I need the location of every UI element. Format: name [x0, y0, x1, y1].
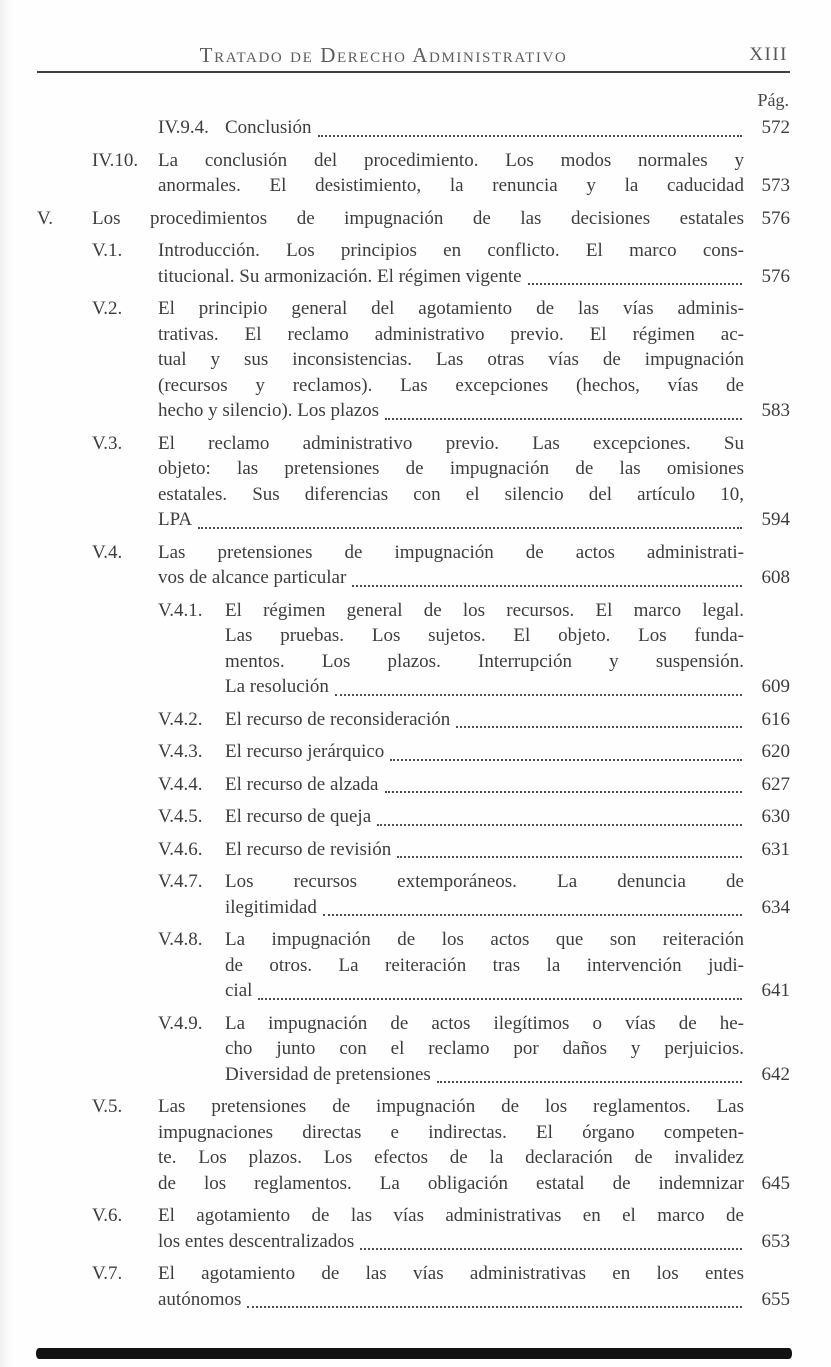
- entry-line: mentos. Los plazos. Interrupción y suspensión.: [225, 650, 744, 672]
- entry-last-line: [158, 264, 744, 290]
- entry-page-number: 609: [761, 676, 790, 697]
- dot-leader: [335, 694, 742, 696]
- entry-last-line-text: hecho y silencio). Los plazos: [158, 400, 380, 421]
- entry-body: [158, 1094, 744, 1196]
- entry-page-number: 634: [761, 896, 790, 918]
- entry-section-label: V.6.: [92, 1205, 123, 1226]
- dot-leader: [323, 914, 742, 916]
- entry-line: estatales. Sus diferencias con el silencio del artículo 10,: [158, 483, 744, 505]
- toc-entry: [37, 707, 790, 733]
- entry-section-label: IV.9.4.: [158, 117, 209, 138]
- toc-entry: [37, 540, 790, 591]
- entry-line: Las pretensiones de impugnación de los reglamentos. Las: [158, 1096, 744, 1117]
- entry-page-number: 594: [761, 509, 790, 530]
- toc-entry: [37, 1094, 790, 1196]
- toc-entry: [37, 739, 790, 765]
- page-roman-numeral: XIII: [749, 44, 788, 65]
- entry-section-label: V.4.9.: [158, 1012, 203, 1034]
- entry-page-number: 631: [761, 838, 790, 860]
- entry-page-number: 642: [761, 1063, 790, 1085]
- entry-last-line-text: vos de alcance particular: [158, 567, 347, 588]
- page-content: [37, 0, 790, 1319]
- entry-line: de otros. La reiteración tras la intervención judi-: [225, 954, 744, 976]
- entry-section-label: V.4.: [92, 541, 123, 563]
- dot-leader: [318, 135, 742, 137]
- toc-entry: [37, 772, 790, 798]
- dot-leader: [456, 726, 742, 728]
- entry-last-line-text: El recurso de revisión: [225, 838, 392, 860]
- entry-last-line-text: El recurso de reconsideración: [225, 708, 451, 730]
- entry-section-label: V.4.2.: [158, 708, 203, 730]
- entry-line: Los recursos extemporáneos. La denuncia de: [225, 871, 744, 892]
- entry-page-number: 620: [761, 741, 790, 762]
- entry-line: La impugnación de los actos que son reiteración: [225, 929, 744, 950]
- toc-entry: [37, 1261, 790, 1312]
- entry-page-number: 616: [761, 708, 790, 730]
- entry-body: [225, 598, 744, 700]
- entry-section-label: V.1.: [92, 240, 123, 261]
- entry-last-line-text: LPA: [158, 509, 193, 530]
- scan-bottom-bar: [36, 1348, 792, 1359]
- entry-last-line-text: autónomos: [158, 1288, 242, 1310]
- entry-last-line: [158, 565, 744, 591]
- dot-leader: [377, 824, 742, 826]
- entry-last-line-text: ilegitimidad: [225, 896, 317, 918]
- entry-line: El reclamo administrativo previo. Las excepciones. Su: [158, 432, 744, 454]
- dot-leader: [352, 585, 742, 587]
- entry-last-line-text: El recurso de queja: [225, 806, 372, 827]
- entry-section-label: V.5.: [92, 1096, 123, 1117]
- entry-last-line: [225, 707, 744, 733]
- dot-leader: [258, 998, 742, 1000]
- entry-body: [92, 206, 744, 232]
- entry-body: [158, 148, 744, 199]
- entry-last-line: [158, 1287, 744, 1313]
- entry-section-label: IV.10.: [92, 149, 139, 171]
- entry-last-line-text: El recurso de alzada: [225, 773, 379, 795]
- entry-section-label: V.4.3.: [158, 741, 203, 762]
- entry-page-number: 576: [761, 207, 790, 229]
- entry-line: Introducción. Los principios en conflicto. El marco cons-: [158, 240, 744, 261]
- entry-last-line-text: La resolución: [225, 676, 329, 697]
- entry-page-number: 630: [761, 806, 790, 827]
- toc-entry: [37, 148, 790, 199]
- entry-line: El principio general del agotamiento de las vías adminis-: [158, 298, 744, 319]
- entry-page-number: 655: [761, 1288, 790, 1310]
- entry-body: [225, 739, 744, 765]
- entry-section-label: V.4.1.: [158, 599, 203, 621]
- entry-last-line: [225, 115, 744, 141]
- running-header: [37, 0, 790, 73]
- toc-entry: [37, 431, 790, 533]
- entry-last-line: de los reglamentos. La obligación estatal de indemnizar: [158, 1172, 744, 1194]
- entry-page-number: 576: [761, 265, 790, 287]
- entry-section-label: V.7.: [92, 1263, 123, 1284]
- entry-section-label: V.2.: [92, 298, 123, 319]
- dot-leader: [397, 856, 742, 858]
- entry-last-line-text: Diversidad de pretensiones: [225, 1063, 431, 1085]
- entry-section-label: V.: [37, 207, 54, 229]
- dot-leader: [198, 527, 742, 529]
- scan-left-edge-shadow: [0, 0, 14, 1367]
- toc-entry: [37, 115, 790, 141]
- entry-last-line: [158, 507, 744, 533]
- entry-line: objeto: las pretensiones de impugnación de las omisiones: [158, 458, 744, 479]
- toc-entry: [37, 206, 790, 232]
- entry-body: [158, 540, 744, 591]
- entry-last-line: [158, 398, 744, 424]
- entry-line: El régimen general de los recursos. El marco legal.: [225, 599, 744, 621]
- entry-body: [225, 927, 744, 1004]
- toc-entry: [37, 927, 790, 1004]
- entry-last-line: Los procedimientos de impugnación de las decisiones estatales: [92, 207, 744, 229]
- entry-last-line: [225, 837, 744, 863]
- toc-entry: [37, 598, 790, 700]
- entry-line: Las pretensiones de impugnación de actos administrati-: [158, 541, 744, 563]
- entry-page-number: 572: [761, 117, 790, 138]
- entry-last-line-text: Conclusión: [225, 117, 312, 138]
- dot-leader: [390, 759, 742, 761]
- entry-body: [225, 869, 744, 920]
- entry-section-label: V.4.4.: [158, 773, 203, 795]
- entry-line: El agotamiento de las vías administrativas en los entes: [158, 1263, 744, 1284]
- entry-section-label: V.4.6.: [158, 838, 203, 860]
- entry-last-line: [225, 978, 744, 1004]
- entry-body: [158, 431, 744, 533]
- book-title: Tratado de Derecho Administrativo: [199, 43, 568, 67]
- entry-section-label: V.3.: [92, 432, 123, 454]
- entry-line: Las pruebas. Los sujetos. El objeto. Los funda-: [225, 625, 744, 646]
- entry-section-label: V.4.7.: [158, 871, 203, 892]
- entry-line: (recursos y reclamos). Las excepciones (hechos, vías de: [158, 374, 744, 396]
- entry-line: te. Los plazos. Los efectos de la declaración de invalidez: [158, 1147, 744, 1168]
- entry-last-line: [225, 772, 744, 798]
- entry-body: [225, 772, 744, 798]
- toc-entry: [37, 1203, 790, 1254]
- toc-entry: [37, 804, 790, 830]
- toc-entry: [37, 837, 790, 863]
- toc-entry: [37, 238, 790, 289]
- entry-page-number: 645: [761, 1172, 790, 1194]
- dot-leader: [247, 1306, 742, 1308]
- entry-body: [225, 1011, 744, 1088]
- entry-body: [225, 837, 744, 863]
- entry-line: impugnaciones directas e indirectas. El órgano competen-: [158, 1121, 744, 1143]
- entry-last-line: [225, 739, 744, 765]
- entry-last-line: [225, 1062, 744, 1088]
- entry-page-number: 627: [761, 773, 790, 795]
- entry-line: trativas. El reclamo administrativo previo. El régimen ac-: [158, 323, 744, 345]
- entry-line: El agotamiento de las vías administrativas en el marco de: [158, 1205, 744, 1226]
- dot-leader: [360, 1248, 742, 1250]
- entry-last-line-text: los entes descentralizados: [158, 1230, 355, 1252]
- entry-page-number: 641: [761, 980, 790, 1001]
- entry-last-line: [225, 804, 744, 830]
- entry-last-line-text: cial: [225, 980, 253, 1001]
- table-of-contents: [37, 115, 790, 1312]
- entry-last-line: [225, 895, 744, 921]
- entry-last-line-text: El recurso jerárquico: [225, 741, 385, 762]
- entry-last-line-text: titucional. Su armonización. El régimen vigente: [158, 265, 522, 287]
- entry-body: [158, 1261, 744, 1312]
- entry-page-number: 653: [761, 1230, 790, 1252]
- entry-page-number: 573: [761, 175, 790, 196]
- toc-entry: [37, 296, 790, 424]
- dot-leader: [385, 791, 743, 793]
- dot-leader: [385, 418, 742, 420]
- dot-leader: [437, 1081, 742, 1083]
- page-column-label: Pág.: [757, 90, 789, 110]
- entry-page-number: 583: [761, 400, 790, 421]
- entry-body: [158, 296, 744, 424]
- entry-body: [158, 1203, 744, 1254]
- entry-section-label: V.4.8.: [158, 929, 203, 950]
- toc-entry: [37, 1011, 790, 1088]
- entry-last-line: [225, 674, 744, 700]
- entry-page-number: 608: [761, 567, 790, 588]
- entry-body: [158, 238, 744, 289]
- toc-entry: [37, 869, 790, 920]
- entry-line: cho junto con el reclamo por daños y perjuicios.: [225, 1038, 744, 1059]
- entry-body: [225, 707, 744, 733]
- entry-line: tual y sus inconsistencias. Las otras vías de impugnación: [158, 349, 744, 370]
- entry-line: La impugnación de actos ilegítimos o vías de he-: [225, 1012, 744, 1034]
- dot-leader: [528, 283, 742, 285]
- entry-section-label: V.4.5.: [158, 806, 203, 827]
- entry-body: [225, 804, 744, 830]
- entry-body: [225, 115, 744, 141]
- entry-last-line: [158, 1229, 744, 1255]
- entry-last-line: anormales. El desistimiento, la renuncia y la caducidad: [158, 175, 744, 196]
- entry-line: La conclusión del procedimiento. Los modos normales y: [158, 149, 744, 171]
